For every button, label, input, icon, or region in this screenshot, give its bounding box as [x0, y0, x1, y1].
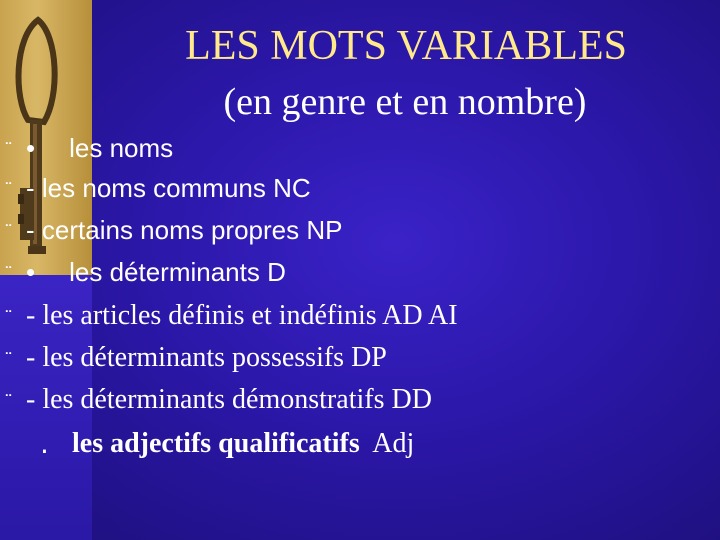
item-text: les déterminants D	[69, 257, 286, 287]
item-text: les articles définis et indéfinis AD AI	[42, 300, 458, 331]
bullet-icon: ¨	[4, 350, 13, 371]
item-marker: .	[40, 427, 49, 460]
item-text: les adjectifs qualificatifs	[72, 428, 360, 459]
slide-title: LES MOTS VARIABLES	[185, 23, 627, 69]
item-text: les déterminants possessifs DP	[42, 342, 387, 373]
bullet-icon: ¨	[4, 140, 13, 161]
bullet-icon: ¨	[4, 222, 13, 243]
item-marker: -	[26, 173, 35, 203]
bullet-icon: ¨	[4, 392, 13, 413]
item-text: les déterminants démonstratifs DD	[42, 384, 432, 415]
item-marker: •	[26, 133, 36, 163]
item-abbr: Adj	[372, 428, 415, 459]
bullet-icon: ¨	[4, 180, 13, 201]
item-text: les noms communs NC	[41, 173, 311, 203]
bullet-icon: ¨	[4, 264, 13, 285]
item-text: les noms	[69, 133, 174, 163]
item-marker: -	[26, 384, 36, 415]
item-marker: -	[26, 300, 36, 331]
bullet-icon: ¨	[4, 308, 13, 329]
item-marker: -	[26, 215, 35, 245]
item-marker: •	[26, 257, 36, 287]
item-text: certains noms propres NP	[41, 215, 343, 245]
slide-subtitle: (en genre et en nombre)	[223, 81, 587, 123]
item-marker: -	[26, 342, 36, 373]
